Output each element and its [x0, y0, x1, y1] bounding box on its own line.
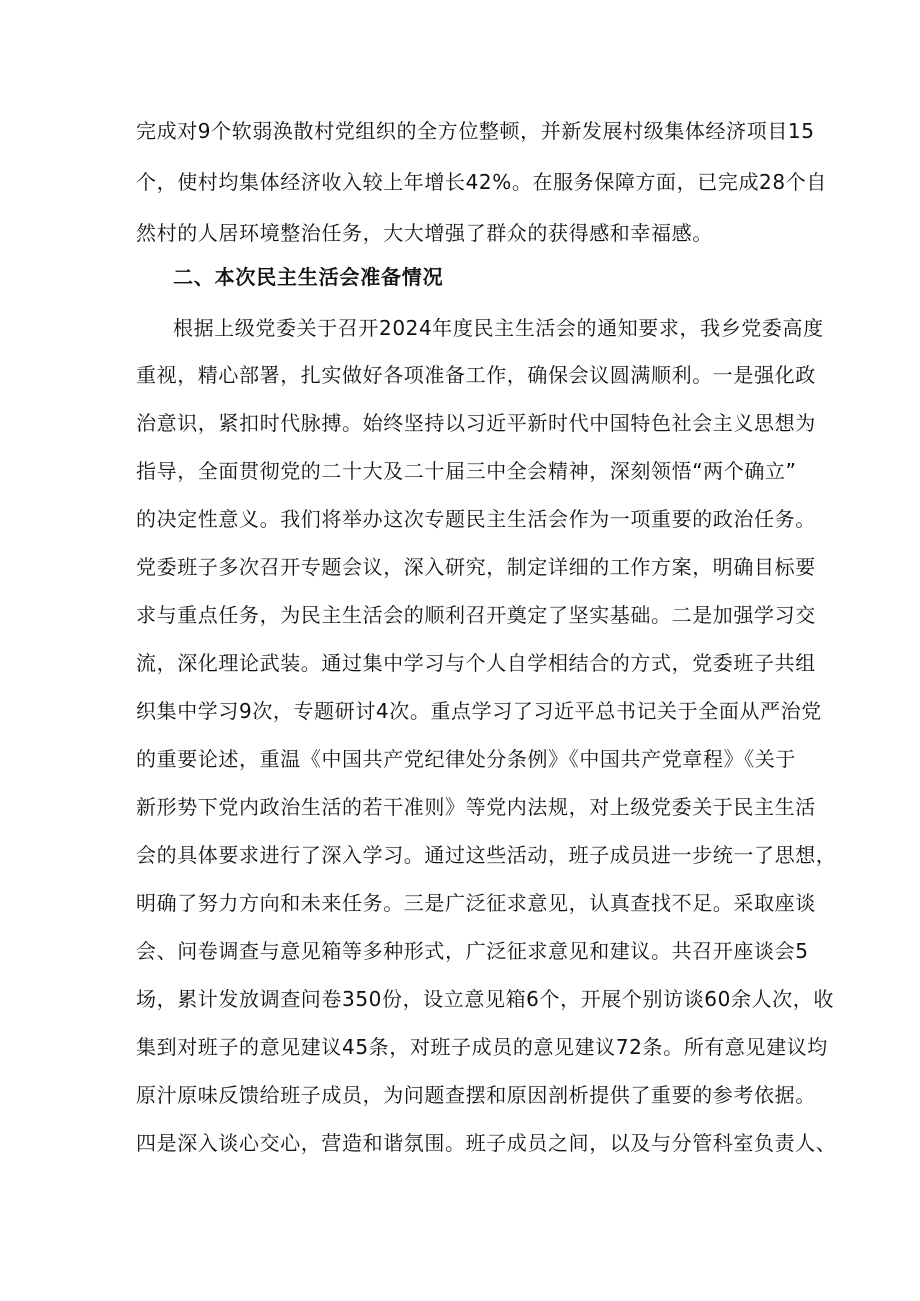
- paragraph-line: 四是深入谈心交心，营造和谐氛围。班子成员之间，以及与分管科室负责人、: [136, 1131, 837, 1155]
- paragraph-line: 个，使村均集体经济收入较上年增长42%。在服务保障方面，已完成28个自: [136, 170, 827, 194]
- paragraph-line: 党委班子多次召开专题会议，深入研究，制定详细的工作方案，明确目标要: [136, 555, 816, 579]
- paragraph-line: 的重要论述，重温《中国共产党纪律处分条例》《中国共产党章程》《关于: [136, 747, 796, 771]
- paragraph-line: 织集中学习9次，专题研讨4次。重点学习了习近平总书记关于全面从严治党: [136, 699, 822, 723]
- paragraph-line: 的决定性意义。我们将举办这次专题民主生活会作为一项重要的政治任务。: [136, 507, 816, 531]
- paragraph-line: 然村的人居环境整治任务，大大增强了群众的获得感和幸福感。: [136, 221, 713, 245]
- paragraph-line: 场，累计发放调查问卷350份，设立意见箱6个，开展个别访谈60余人次，收: [136, 987, 834, 1011]
- paragraph-line: 完成对9个软弱涣散村党组织的全方位整顿，并新发展村级集体经济项目15: [136, 119, 815, 143]
- paragraph-line: 新形势下党内政治生活的若干准则》等党内法规，对上级党委关于民主生活: [136, 795, 816, 819]
- paragraph-line: 流，深化理论武装。通过集中学习与个人自学相结合的方式，党委班子共组: [136, 651, 816, 675]
- paragraph-line: 根据上级党委关于召开2024年度民主生活会的通知要求，我乡党委高度: [173, 316, 824, 340]
- paragraph-line: 集到对班子的意见建议45条，对班子成员的意见建议72条。所有意见建议均: [136, 1035, 828, 1059]
- paragraph-line: 明确了努力方向和未来任务。三是广泛征求意见，认真查找不足。采取座谈: [136, 891, 816, 915]
- paragraph-line: 求与重点任务，为民主生活会的顺利召开奠定了坚实基础。二是加强学习交: [136, 603, 816, 627]
- paragraph-line: 会的具体要求进行了深入学习。通过这些活动，班子成员进一步统一了思想，: [136, 843, 837, 867]
- paragraph-line: 会、问卷调查与意见箱等多种形式，广泛征求意见和建议。共召开座谈会5: [136, 939, 809, 963]
- section-heading: 二、本次民主生活会准备情况: [173, 265, 444, 289]
- paragraph-line: 重视，精心部署，扎实做好各项准备工作，确保会议圆满顺利。一是强化政: [136, 363, 816, 387]
- paragraph-line: 指导，全面贯彻党的二十大及二十届三中全会精神，深刻领悟“两个确立”: [136, 459, 797, 483]
- paragraph-line: 原汁原味反馈给班子成员，为问题查摆和原因剖析提供了重要的参考依据。: [136, 1083, 816, 1107]
- paragraph-line: 治意识，紧扣时代脉搏。始终坚持以习近平新时代中国特色社会主义思想为: [136, 411, 816, 435]
